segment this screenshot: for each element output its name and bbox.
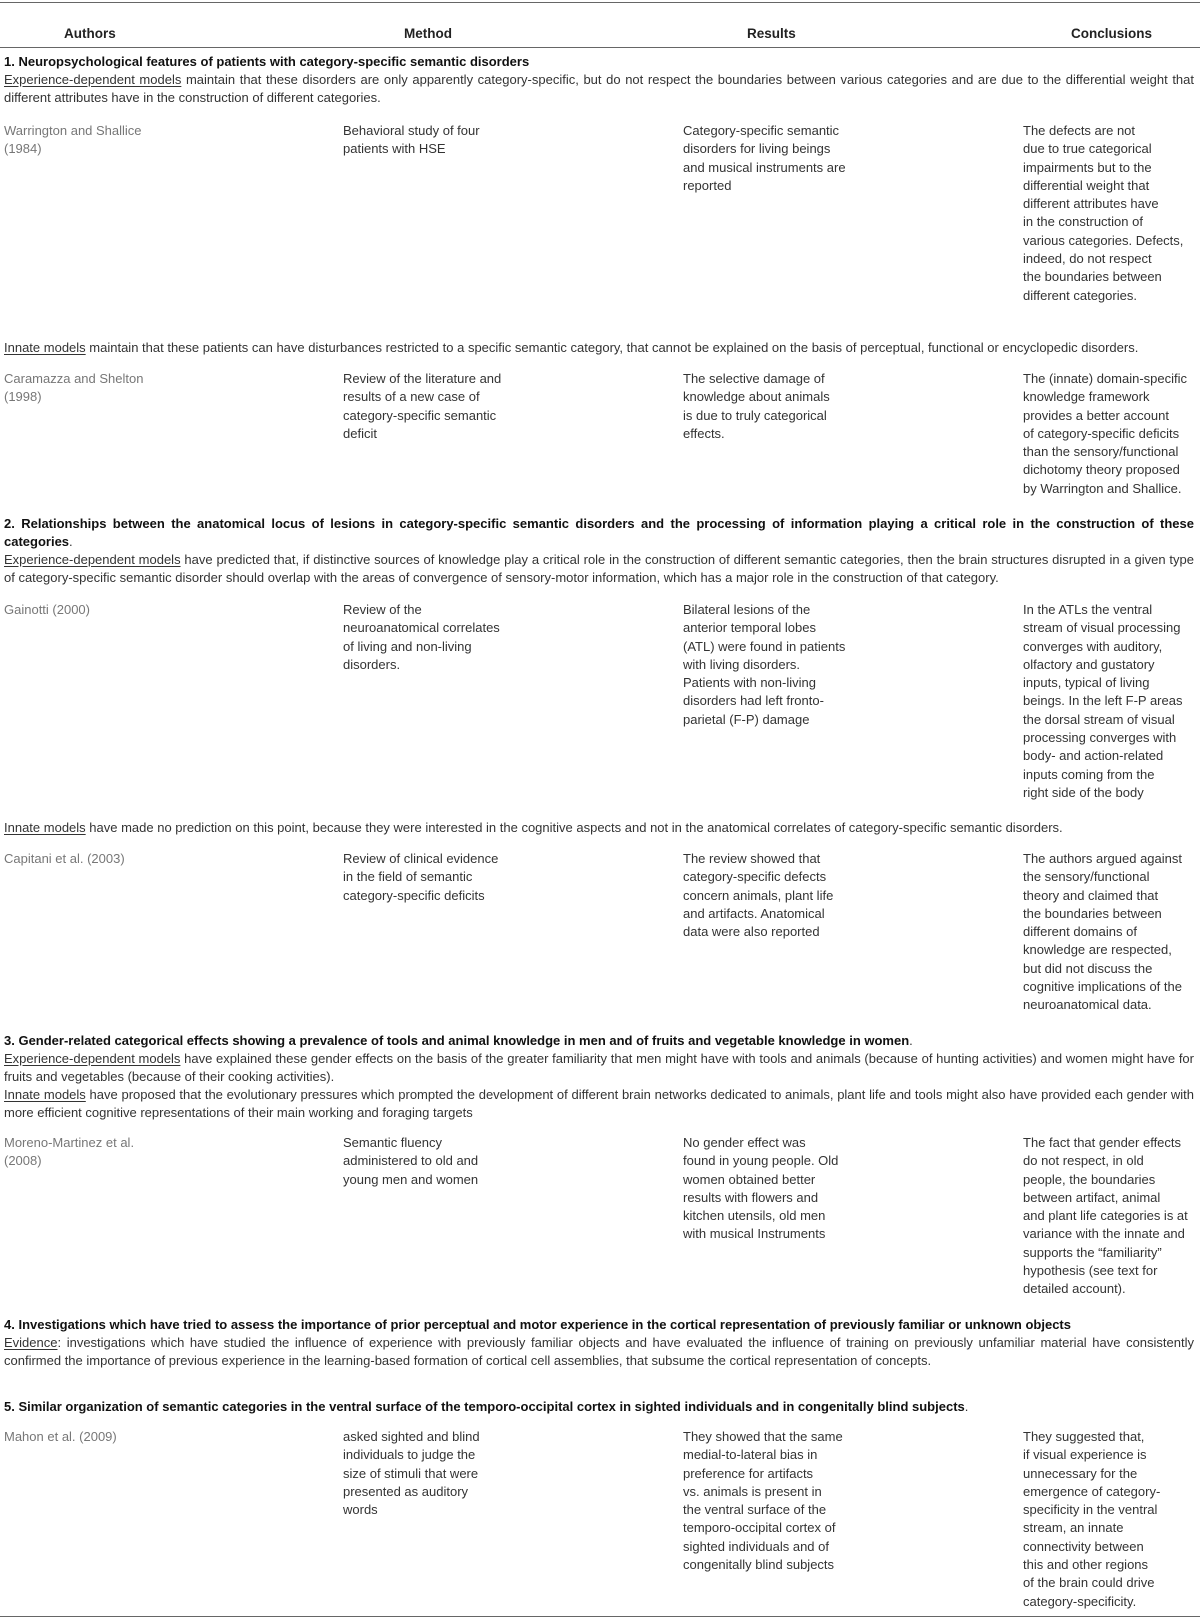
cell-line: (1984) [4, 141, 42, 157]
cell-line: (2008) [4, 1153, 42, 1169]
cell-line: specificity in the ventral [1023, 1502, 1158, 1518]
cell-line: Gainotti (2000) [4, 602, 90, 617]
cell-line: category-specific deficits [343, 887, 485, 903]
note-label: Experience-dependent models [4, 1051, 181, 1066]
cell-line: results of a new case of [343, 389, 480, 405]
cell-line: parietal (F-P) damage [683, 711, 810, 727]
note-text: maintain that these disorders are only apparently category-specific, but do not respect the boundaries between various categories and are due to the differential weight that different attributes have in the construction of different categories. [4, 72, 1194, 105]
cell-line: if visual experience is [1023, 1447, 1147, 1463]
cell-line: processing converges with [1023, 730, 1177, 746]
cell-line: due to true categorical [1023, 141, 1152, 157]
cell-line: people, the boundaries [1023, 1171, 1156, 1187]
cell-line: in the field of semantic [343, 869, 473, 885]
section-2 [4, 515, 1194, 587]
cell-line: kitchen utensils, old men [683, 1208, 826, 1224]
cell-line: They suggested that, [1023, 1429, 1145, 1444]
section-title: 1. Neuropsychological features of patients with category-specific semantic disorders [4, 54, 530, 69]
cell-line: results with flowers and [683, 1189, 819, 1205]
cell-line: category-specific semantic [343, 407, 497, 423]
cell-line: hypothesis (see text for [1023, 1263, 1158, 1279]
cell-line: category-specific defects [683, 869, 827, 885]
cell-line: knowledge framework [1023, 389, 1150, 405]
cell-line: Review of the [343, 602, 422, 617]
cell-line: stream, an innate [1023, 1520, 1124, 1536]
cell-line: deficit [343, 425, 377, 441]
section-note [4, 1334, 1194, 1370]
cell-line: but did not discuss the [1023, 960, 1153, 976]
cell-line: various categories. Defects, [1023, 232, 1184, 248]
cell-line: data were also reported [683, 924, 820, 940]
cell-line: administered to old and [343, 1153, 479, 1169]
cell-line: women obtained better [683, 1171, 816, 1187]
row-6-conclusions [1023, 1428, 1195, 1611]
cell-line: preference for artifacts [683, 1465, 814, 1481]
row-6-authors [4, 1428, 324, 1446]
cell-line: of living and non-living [343, 638, 472, 654]
cell-line: Review of clinical evidence [343, 851, 499, 866]
cell-line: vs. animals is present in [683, 1483, 822, 1499]
row-1-method [343, 122, 533, 159]
cell-line: impairments but to the [1023, 159, 1152, 175]
cell-line: Category-specific semantic [683, 123, 840, 138]
cell-line: Patients with non-living [683, 675, 816, 691]
row-2-results [683, 370, 883, 443]
cell-line: Capitani et al. (2003) [4, 851, 125, 866]
note-label: Innate models [4, 820, 86, 835]
title-suffix: . [69, 534, 73, 549]
cell-line: category-specificity. [1023, 1593, 1137, 1609]
note-text: maintain that these patients can have disturbances restricted to a specific semantic category, that cannot be explained on the basis of perceptual, functional or encyclopedic disorders. [85, 340, 1139, 355]
cell-line: the sensory/functional [1023, 869, 1150, 885]
cell-line: the boundaries between [1023, 905, 1162, 921]
cell-line: anterior temporal lobes [683, 620, 816, 636]
cell-line: stream of visual processing [1023, 620, 1181, 636]
header-conclusions: Conclusions [1071, 26, 1153, 41]
row-1-conclusions [1023, 122, 1195, 305]
cell-line: converges with auditory, [1023, 638, 1163, 654]
cell-line: and plant life categories is at [1023, 1208, 1188, 1224]
cell-line: different categories. [1023, 287, 1137, 303]
cell-line: with living disorders. [683, 656, 801, 672]
cell-line: size of stimuli that were [343, 1465, 479, 1481]
row-2-conclusions [1023, 370, 1195, 498]
cell-line: by Warrington and Shallice. [1023, 480, 1182, 496]
section-4 [4, 1316, 1194, 1370]
cell-line: differential weight that [1023, 177, 1150, 193]
cell-line: knowledge about animals [683, 389, 830, 405]
cell-line: concern animals, plant life [683, 887, 834, 903]
cell-line: disorders had left fronto- [683, 693, 824, 709]
cell-line: young men and women [343, 1171, 479, 1187]
cell-line: dichotomy theory proposed [1023, 462, 1180, 478]
cell-line: right side of the body [1023, 784, 1144, 800]
row-3-conclusions [1023, 601, 1195, 802]
note-label: Experience-dependent models [4, 72, 182, 87]
section-note [4, 1050, 1194, 1086]
cell-line: between artifact, animal [1023, 1189, 1161, 1205]
cell-line: unnecessary for the [1023, 1465, 1138, 1481]
cell-line: knowledge are respected, [1023, 942, 1172, 958]
cell-line: of the brain could drive [1023, 1575, 1155, 1591]
cell-line: They showed that the same [683, 1429, 843, 1444]
section-note [4, 819, 1194, 837]
cell-line: in the construction of [1023, 214, 1143, 230]
cell-line: Mahon et al. (2009) [4, 1429, 117, 1444]
cell-line: connectivity between [1023, 1538, 1144, 1554]
cell-line: (1998) [4, 389, 42, 405]
cell-line: disorders for living beings [683, 141, 831, 157]
row-5-method [343, 1134, 533, 1189]
cell-line: emergence of category- [1023, 1483, 1161, 1499]
cell-line: Semantic fluency [343, 1135, 442, 1150]
cell-line: inputs, typical of living [1023, 675, 1150, 691]
cell-line: is due to truly categorical [683, 407, 827, 423]
cell-line: neuroanatomical data. [1023, 997, 1152, 1013]
cell-line: The selective damage of [683, 371, 825, 386]
row-6-results [683, 1428, 883, 1574]
section-note [4, 1086, 1194, 1122]
cell-line: temporo-occipital cortex of [683, 1520, 836, 1536]
cell-line: Warrington and Shallice [4, 123, 142, 138]
section-1 [4, 53, 1194, 107]
cell-line: The authors argued against [1023, 851, 1182, 866]
cell-line: congenitally blind subjects [683, 1557, 835, 1573]
cell-line: variance with the innate and [1023, 1226, 1185, 1242]
cell-line: sighted individuals and of [683, 1538, 829, 1554]
header-authors: Authors [64, 26, 116, 41]
section-note [4, 551, 1194, 587]
section-5 [4, 1398, 1194, 1416]
cell-line: The review showed that [683, 851, 821, 866]
row-5-authors [4, 1134, 324, 1171]
cell-line: The defects are not [1023, 123, 1136, 138]
cell-line: and musical instruments are [683, 159, 846, 175]
cell-line: Review of the literature and [343, 371, 502, 386]
section-note [4, 339, 1194, 357]
row-4-authors [4, 850, 324, 868]
cell-line: disorders. [343, 656, 401, 672]
section-3 [4, 1032, 1194, 1122]
cell-line: presented as auditory [343, 1483, 469, 1499]
cell-line: found in young people. Old [683, 1153, 839, 1169]
row-3-results [683, 601, 883, 729]
row-4-conclusions [1023, 850, 1195, 1015]
cell-line: medial-to-lateral bias in [683, 1447, 818, 1463]
row-3-authors [4, 601, 324, 619]
cell-line: Caramazza and Shelton [4, 371, 144, 386]
note-label: Experience-dependent models [4, 552, 181, 567]
note-text: : investigations which have studied the influence of experience with previously familiar objects and have evaluated the influence of training on previously unfamiliar material have consistently confirmed the importance of previous experience in the learning-based formation of cortical cell assemblies, that subsume the cortical representation of concepts. [4, 1335, 1194, 1368]
section-title: 3. Gender-related categorical effects showing a prevalence of tools and animal knowledge in men and of fruits and vegetable knowledge in women [4, 1033, 910, 1048]
cell-line: inputs coming from the [1023, 766, 1155, 782]
cell-line: neuroanatomical correlates [343, 620, 500, 636]
cell-line: of category-specific deficits [1023, 425, 1180, 441]
cell-line: beings. In the left F-P areas [1023, 693, 1183, 709]
cell-line: reported [683, 177, 732, 193]
cell-line: Behavioral study of four [343, 123, 480, 138]
cell-line: (ATL) were found in patients [683, 638, 846, 654]
cell-line: No gender effect was [683, 1135, 806, 1150]
row-6-method [343, 1428, 533, 1519]
cell-line: indeed, do not respect [1023, 251, 1152, 267]
cell-line: effects. [683, 425, 725, 441]
section-title: 4. Investigations which have tried to assess the importance of prior perceptual and motor experience in the cortical representation of previously familiar or unknown objects [4, 1317, 1071, 1332]
row-2-method [343, 370, 533, 443]
cell-line: the boundaries between [1023, 269, 1162, 285]
cell-line: olfactory and gustatory [1023, 656, 1155, 672]
cell-line: than the sensory/functional [1023, 444, 1179, 460]
note-text: have made no prediction on this point, because they were interested in the cognitive aspects and not in the anatomical correlates of category-specific semantic disorders. [85, 820, 1063, 835]
section-title: 5. Similar organization of semantic categories in the ventral surface of the temporo-occipital cortex in sighted individuals and in congenitally blind subjects [4, 1399, 965, 1414]
note-text: have predicted that, if distinctive sources of knowledge play a critical role in the construction of different semantic categories, then the brain structures disrupted in a given type of category-specific semantic disorder should overlap with the areas of convergence of sensory-motor information, which has a major role in the construction of that category. [4, 552, 1194, 585]
header-method: Method [404, 26, 452, 41]
cell-line: patients with HSE [343, 141, 446, 157]
cell-line: provides a better account [1023, 407, 1169, 423]
cell-line: words [343, 1502, 378, 1518]
cell-line: individuals to judge the [343, 1447, 476, 1463]
row-1-results [683, 122, 883, 195]
cell-line: Moreno-Martinez et al. [4, 1135, 135, 1150]
row-2-authors [4, 370, 324, 407]
note-label: Innate models [4, 1087, 86, 1102]
section-title-wrap [4, 515, 1194, 551]
top-rule [0, 2, 1200, 3]
cell-line: with musical Instruments [683, 1226, 826, 1242]
bottom-rule [0, 1616, 1200, 1617]
row-4-method [343, 850, 533, 905]
section-title-wrap [4, 1398, 1194, 1416]
section-title-wrap [4, 1032, 1194, 1050]
header-rule [0, 47, 1200, 48]
cell-line: body- and action-related [1023, 748, 1164, 764]
row-1-authors [4, 122, 324, 159]
cell-line: this and other regions [1023, 1557, 1149, 1573]
cell-line: the dorsal stream of visual [1023, 711, 1175, 727]
cell-line: supports the “familiarity” [1023, 1244, 1162, 1260]
cell-line: detailed account). [1023, 1281, 1126, 1297]
section-title: 2. Relationships between the anatomical locus of lesions in category-specific semantic disorders and the processing of information playing a critical role in the construction of these categories [4, 516, 1194, 549]
section-1-innate [4, 339, 1194, 357]
cell-line: The (innate) domain-specific [1023, 371, 1188, 386]
cell-line: Bilateral lesions of the [683, 602, 811, 617]
cell-line: do not respect, in old [1023, 1153, 1144, 1169]
title-suffix: . [964, 1399, 969, 1414]
note-text: have proposed that the evolutionary pressures which prompted the development of different brain networks dedicated to animals, plant life and tools might also have provided each gender with more efficient cognitive representations of their main working and foraging targets [4, 1087, 1194, 1120]
row-3-method [343, 601, 533, 674]
cell-line: In the ATLs the ventral [1023, 602, 1153, 617]
section-note [4, 71, 1194, 107]
note-label: Evidence [4, 1335, 58, 1350]
row-5-conclusions [1023, 1134, 1195, 1299]
note-text: have explained these gender effects on the basis of the greater familiarity that men might have with tools and animals (because of hunting activities) and women might have for fruits and vegetables (because of their cooking activities). [4, 1051, 1194, 1084]
header-results: Results [747, 26, 796, 41]
cell-line: different attributes have [1023, 196, 1159, 212]
row-5-results [683, 1134, 883, 1244]
cell-line: different domains of [1023, 924, 1137, 940]
cell-line: theory and claimed that [1023, 887, 1159, 903]
cell-line: and artifacts. Anatomical [683, 905, 825, 921]
title-suffix: . [909, 1033, 913, 1048]
row-4-results [683, 850, 883, 941]
section-2-innate [4, 819, 1194, 837]
cell-line: the ventral surface of the [683, 1502, 827, 1518]
cell-line: cognitive implications of the [1023, 979, 1182, 995]
cell-line: asked sighted and blind [343, 1429, 480, 1444]
note-label: Innate models [4, 340, 86, 355]
cell-line: The fact that gender effects [1023, 1135, 1182, 1150]
